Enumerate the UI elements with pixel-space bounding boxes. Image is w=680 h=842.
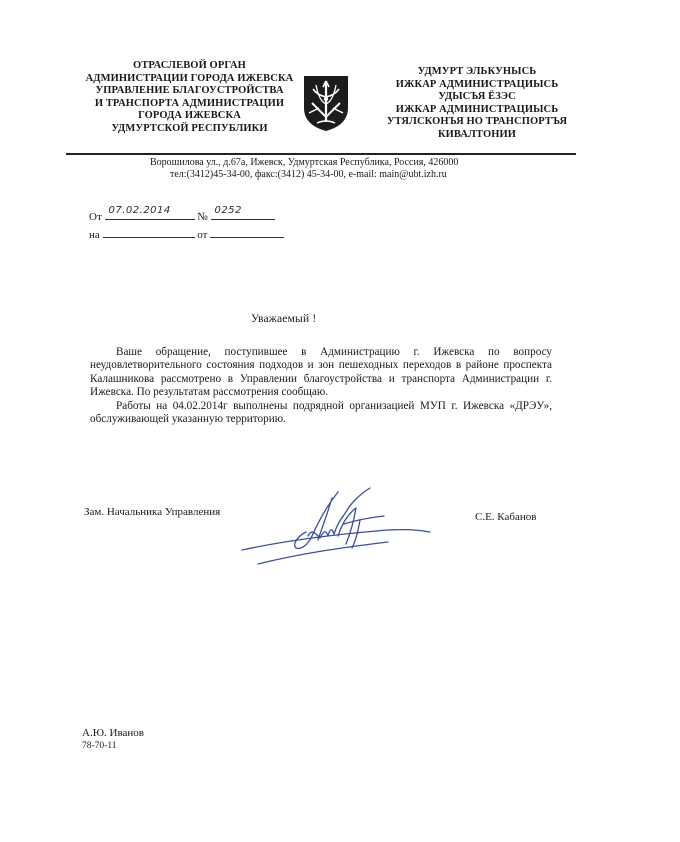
letterhead-right-line: КИВАЛТОНИИ bbox=[437, 128, 517, 140]
handwritten-number: 0252 bbox=[214, 205, 242, 216]
letterhead-left-line: АДМИНИСТРАЦИИ ГОРОДА ИЖЕВСКА bbox=[85, 72, 294, 84]
body-paragraph: Ваше обращение, поступившее в Администрацию г. Ижевска по вопросу неудовлетворительного состояния подходов и зон пешеходных переходов в районе проспекта Калашникова рассмотрено в Управлении благоустройства и транспорта Администрации г. Ижевска. По результатам рассмотрения сообщаю. bbox=[90, 346, 552, 399]
signatory-name: С.Е. Кабанов bbox=[475, 511, 537, 523]
letterhead-right-line: ИЖКАР АДМИНИСТРАЦИЫСЬ bbox=[395, 103, 559, 115]
letterhead-left-line: И ТРАНСПОРТА АДМИНИСТРАЦИИ bbox=[94, 97, 285, 109]
letterhead-divider bbox=[66, 153, 576, 155]
letterhead-right-line: УДЫСЪЯ ЁЗЭС bbox=[438, 91, 516, 103]
handwritten-date: 07.02.2014 bbox=[108, 205, 171, 216]
coat-of-arms-icon bbox=[303, 75, 349, 132]
letterhead-right-line: УДМУРТ ЭЛЬКУНЫСЬ bbox=[417, 66, 537, 77]
letterhead-left-line: ОТРАСЛЕВОЙ ОРГАН bbox=[133, 60, 246, 71]
organization-address: Ворошилова ул., д.67а, Ижевск, Удмуртская Республика, Россия, 426000 bbox=[150, 157, 459, 168]
greeting: Уважаемый ! bbox=[251, 313, 317, 325]
executor-phone: 78-70-11 bbox=[82, 741, 117, 751]
letterhead-left-line: ГОРОДА ИЖЕВСКА bbox=[138, 110, 241, 122]
of-label: от bbox=[197, 229, 208, 241]
letterhead-left-line: УПРАВЛЕНИЕ БЛАГОУСТРОЙСТВА bbox=[95, 85, 284, 97]
letterhead-right-line: УТЯЛСКОНЪЯ НО ТРАНСПОРТЪЯ bbox=[386, 116, 568, 128]
on-label: на bbox=[89, 229, 100, 241]
handwritten-signature bbox=[238, 478, 443, 590]
executor-name: А.Ю. Иванов bbox=[82, 727, 144, 739]
incoming-number-field bbox=[103, 226, 195, 238]
number-field bbox=[211, 205, 275, 220]
body-paragraph: Работы на 04.02.2014г выполнены подрядной организацией МУП г. Ижевска «ДРЭУ», обслуживающей указанную территорию. bbox=[90, 399, 552, 426]
letterhead-left-line: УДМУРТСКОЙ РЕСПУБЛИКИ bbox=[111, 122, 268, 134]
letterhead-right-line: ИЖКАР АДМИНИСТРАЦИЫСЬ bbox=[395, 78, 559, 90]
incoming-reference-line bbox=[89, 226, 284, 241]
number-label: № bbox=[197, 211, 208, 223]
from-label: От bbox=[89, 211, 102, 223]
letterhead-right bbox=[378, 66, 576, 142]
outgoing-reference-line bbox=[89, 205, 275, 223]
date-field bbox=[105, 205, 195, 220]
letter-body bbox=[90, 346, 552, 426]
incoming-date-field bbox=[210, 226, 284, 238]
organization-contacts: тел:(3412)45-34-00, факс:(3412) 45-34-00, e-mail: main@ubt.izh.ru bbox=[170, 169, 447, 180]
signatory-title: Зам. Начальника Управления bbox=[84, 506, 221, 518]
letterhead-left bbox=[68, 60, 311, 136]
